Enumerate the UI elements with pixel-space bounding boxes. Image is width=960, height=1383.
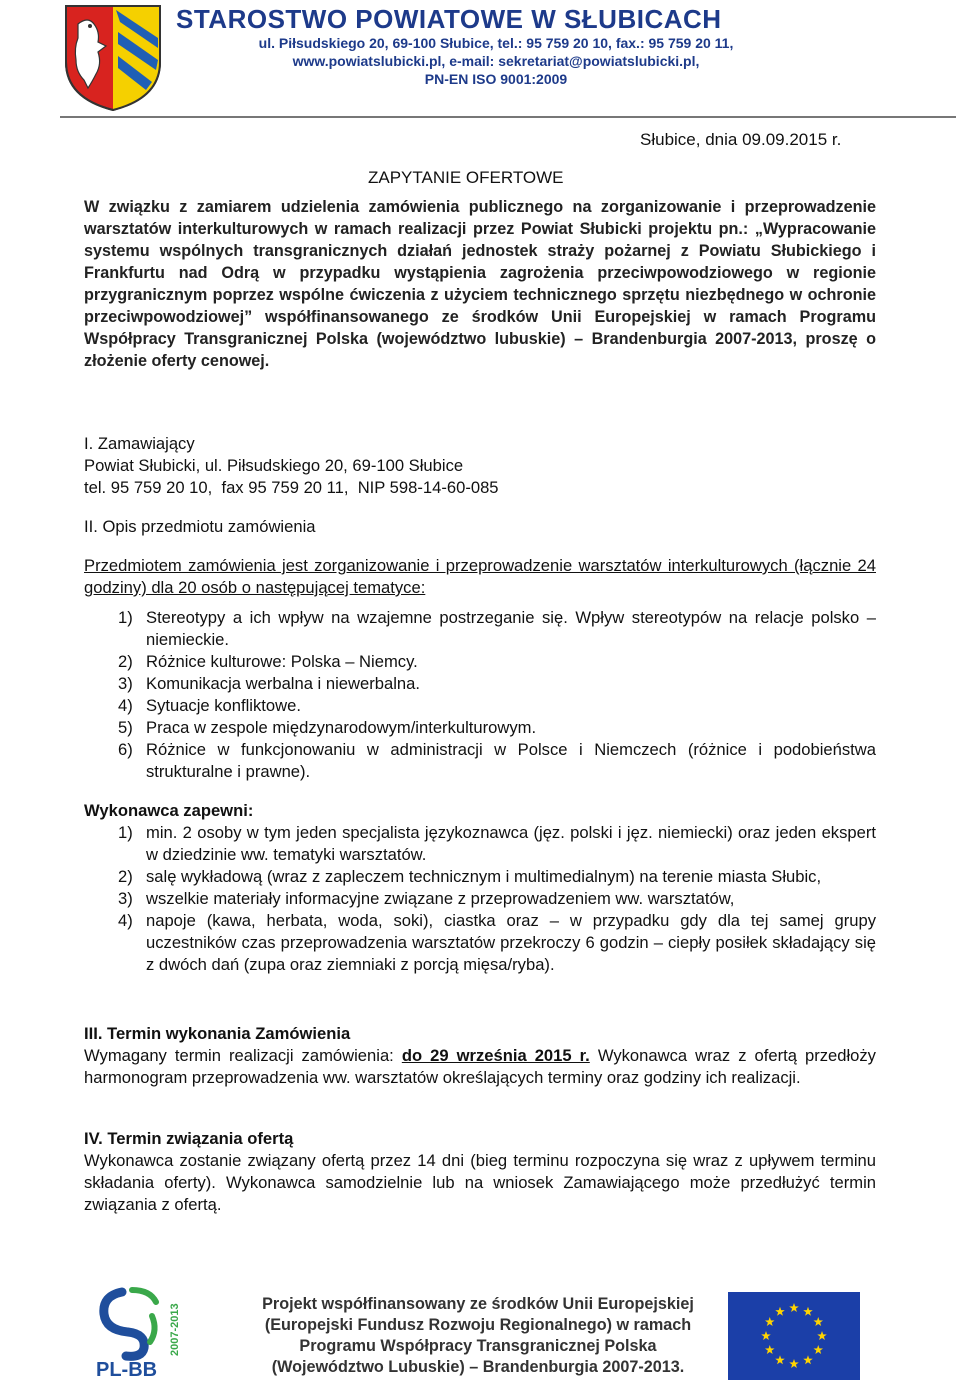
list-item	[84, 739, 876, 783]
list-item	[84, 910, 876, 976]
section-deadline	[84, 1023, 876, 1089]
list-item-text: wszelkie materiały informacyjne związane z przeprowadzeniem ww. warsztatów,	[146, 889, 735, 908]
cofinancing-line: Programu Współpracy Transgranicznej Polska	[299, 1337, 657, 1355]
list-item-number: 4)	[118, 696, 133, 715]
pl-bb-logo-icon	[92, 1286, 192, 1380]
organization-web-email: www.powiatslubicki.pl, e-mail: sekretariat@powiatslubicki.pl,	[292, 53, 700, 69]
list-item-number: 2)	[118, 867, 133, 886]
list-item-number: 1)	[118, 823, 133, 842]
cofinancing-notice	[248, 1294, 708, 1378]
section-contracting-authority	[84, 433, 876, 499]
list-item	[84, 866, 876, 888]
list-item	[84, 695, 876, 717]
contractor-provisions-list	[84, 822, 876, 976]
pl-bb-logo-years: 2007-2013	[169, 1303, 181, 1356]
contracting-contact: tel. 95 759 20 10, fax 95 759 20 11, NIP 598-14-60-085	[84, 478, 499, 497]
section-contractor-provides	[84, 800, 876, 976]
cofinancing-line: (Województwo Lubuskie) – Brandenburgia 2007-2013.	[271, 1358, 685, 1376]
section-heading: Wykonawca zapewni:	[84, 801, 254, 820]
document-date: Słubice, dnia 09.09.2015 r.	[640, 130, 842, 149]
coat-of-arms-icon	[58, 2, 168, 112]
pl-bb-logo-label: PL-BB	[96, 1359, 158, 1380]
list-item	[84, 822, 876, 866]
list-item-text: Komunikacja werbalna i niewerbalna.	[146, 674, 420, 693]
subject-topics-list	[84, 607, 876, 783]
binding-paragraph: Wykonawca zostanie związany ofertą przez 14 dni (bieg terminu rozpoczyna się wraz z upływem terminu składania oferty). Wykonawca samodzielnie lub na wniosek Zamawiającego może przedłużyć termin związania z ofertą.	[84, 1151, 876, 1214]
page-footer	[0, 1280, 960, 1383]
deadline-text-before: Wymagany termin realizacji zamówienia:	[84, 1046, 402, 1065]
intro-paragraph: W związku z zamiarem udzielenia zamówienia publicznego na zorganizowanie i przeprowadzenie warsztatów interkulturowych w ramach realizacji przez Powiat Słubicki projektu pn.: „Wypracowanie systemu wspólnych transgranicznych działań jednostek straży pożarnej z Powiatu Słubickiego i Frankfurtu nad Odrą w przypadku wystąpienia zagrożenia przeciwpowodziowego w regionie przygranicznym poprzez wspólne ćwiczenia z użyciem technicznego sprzętu niezbędnego w ochronie przeciwpowodziowej” współfinansowanego ze środków Unii Europejskiej w ramach Programu Współpracy Transgranicznej Polska (województwo lubuskie) – Brandenburgia 2007-2013, proszę o złożenie oferty cenowej.	[84, 198, 876, 370]
list-item-number: 3)	[118, 674, 133, 693]
list-item-text: Stereotypy a ich wpływ na wzajemne postrzeganie się. Wpływ stereotypów na relacje polsko – niemieckie.	[146, 608, 876, 649]
list-item-number: 5)	[118, 718, 133, 737]
cofinancing-line: (Europejski Fundusz Rozwoju Regionalnego) w ramach	[264, 1316, 692, 1334]
list-item-number: 2)	[118, 652, 133, 671]
section-heading: IV. Termin związania ofertą	[84, 1129, 294, 1148]
list-item-number: 6)	[118, 740, 133, 759]
section-binding-period	[84, 1128, 876, 1216]
section-subject	[84, 516, 876, 783]
list-item	[84, 651, 876, 673]
document-title: ZAPYTANIE OFERTOWE	[368, 168, 564, 187]
contracting-address: Powiat Słubicki, ul. Piłsudskiego 20, 69-100 Słubice	[84, 456, 464, 475]
list-item-number: 1)	[118, 608, 133, 627]
list-item-text: Sytuacje konfliktowe.	[146, 696, 301, 715]
organization-address: ul. Piłsudskiego 20, 69-100 Słubice, tel.: 95 759 20 10, fax.: 95 759 20 11,	[258, 35, 734, 51]
eu-flag-icon	[728, 1292, 860, 1380]
list-item	[84, 673, 876, 695]
section-heading: I. Zamawiający	[84, 434, 195, 453]
list-item	[84, 717, 876, 739]
list-item	[84, 607, 876, 651]
deadline-paragraph	[84, 1045, 876, 1089]
list-item	[84, 888, 876, 910]
section-heading: III. Termin wykonania Zamówienia	[84, 1024, 351, 1043]
header-divider	[60, 116, 956, 118]
list-item-text: salę wykładową (wraz z zapleczem technicznym i multimedialnym) na terenie miasta Słubic,	[146, 867, 822, 886]
list-item-number: 4)	[118, 911, 133, 930]
list-item-number: 3)	[118, 889, 133, 908]
subject-lead: Przedmiotem zamówienia jest zorganizowanie i przeprowadzenie warsztatów interkulturowych (łącznie 24 godziny) dla 20 osób o następującej tematyce:	[84, 556, 876, 597]
list-item-text: Różnice w funkcjonowaniu w administracji w Polsce i Niemczech (różnice i podobieństwa strukturalne i prawne).	[146, 740, 876, 781]
cofinancing-line: Projekt współfinansowany ze środków Unii Europejskiej	[262, 1295, 694, 1313]
deadline-date: do 29 września 2015 r.	[401, 1046, 590, 1065]
iso-certificate: PN-EN ISO 9001:2009	[424, 71, 568, 87]
section-heading: II. Opis przedmiotu zamówienia	[84, 517, 316, 536]
letterhead	[0, 0, 960, 118]
list-item-text: napoje (kawa, herbata, woda, soki), ciastka oraz – w przypadku gdy dla tej samej grupy uczestników czas przeprowadzenia warsztatów przekroczy 6 godzin – ciepły posiłek składający się z dwóch dań (zupa oraz ziemniaki z porcją mięsa/ryba).	[146, 911, 876, 974]
organization-name: STAROSTWO POWIATOWE W SŁUBICACH	[176, 4, 722, 34]
deadline-text-after: Wykonawca wraz z ofertą przedłoży harmonogram przeprowadzenia ww. warsztatów określających terminy oraz godziny ich realizacji.	[84, 1046, 876, 1087]
list-item-text: Różnice kulturowe: Polska – Niemcy.	[146, 652, 418, 671]
list-item-text: Praca w zespole międzynarodowym/interkulturowym.	[146, 718, 537, 737]
list-item-text: min. 2 osoby w tym jeden specjalista językoznawca (jęz. polski i jęz. niemiecki) oraz jeden ekspert w dziedzinie ww. tematyki warsztatów.	[146, 823, 876, 864]
